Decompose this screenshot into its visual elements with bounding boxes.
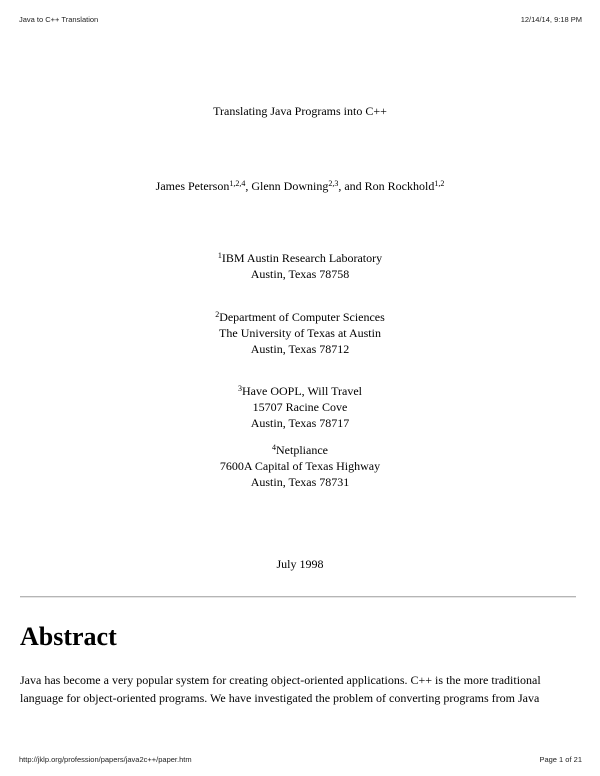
print-header-timestamp: 12/14/14, 9:18 PM [520, 15, 582, 24]
affiliation-name: Department of Computer Sciences [219, 310, 385, 324]
affiliation-marker: 3 [238, 384, 243, 393]
author-list [0, 178, 600, 194]
author-affiliation-marker: 1,2 [434, 179, 445, 188]
affiliation-block [0, 250, 600, 282]
affiliation-marker: 2 [215, 310, 220, 319]
affiliation-line: 15707 Racine Cove [252, 400, 348, 414]
horizontal-divider [20, 596, 576, 598]
author-name: Ron Rockhold [364, 179, 435, 193]
affiliation-line: Austin, Texas 78731 [250, 475, 350, 489]
affiliation-name: IBM Austin Research Laboratory [221, 251, 383, 265]
author-affiliation-marker: 2,3 [328, 179, 339, 188]
affiliation-marker: 1 [217, 251, 222, 260]
affiliation-block [0, 309, 600, 357]
author-affiliation-marker: 1,2,4 [229, 179, 246, 188]
paper-date: July 1998 [276, 557, 324, 571]
print-header-title: Java to C++ Translation [19, 15, 99, 24]
affiliation-block [0, 442, 600, 490]
author-separator: , and [338, 179, 365, 193]
affiliation-line [0, 309, 600, 325]
affiliation-line: 7600A Capital of Texas Highway [219, 459, 381, 473]
affiliation-name: Have OOPL, Will Travel [242, 384, 362, 398]
affiliation-line: Austin, Texas 78758 [250, 267, 350, 281]
affiliation-marker: 4 [272, 443, 276, 452]
author-name: Glenn Downing [251, 179, 329, 193]
abstract-paragraph: Java has become a very popular system for creating object-oriented applications. C++ is the more traditional language for object-oriented programs. We have investigated the problem of converting programs from Java [20, 673, 541, 705]
affiliation-line: The University of Texas at Austin [219, 326, 381, 340]
affiliation-block [0, 383, 600, 431]
affiliation-name: Netpliance [276, 443, 328, 457]
affiliation-line [0, 250, 600, 266]
abstract-heading: Abstract [20, 622, 117, 651]
affiliation-line: Austin, Texas 78717 [250, 416, 350, 430]
affiliation-line [0, 442, 600, 458]
affiliation-line: Austin, Texas 78712 [250, 342, 350, 356]
author-separator: , [245, 179, 252, 193]
print-footer-url: http://jklp.org/profession/papers/java2c++/paper.htm [19, 755, 192, 764]
author-name: James Peterson [155, 179, 230, 193]
affiliation-line [0, 383, 600, 399]
print-footer-page-number: Page 1 of 21 [539, 755, 582, 764]
paper-title: Translating Java Programs into C++ [213, 104, 387, 118]
